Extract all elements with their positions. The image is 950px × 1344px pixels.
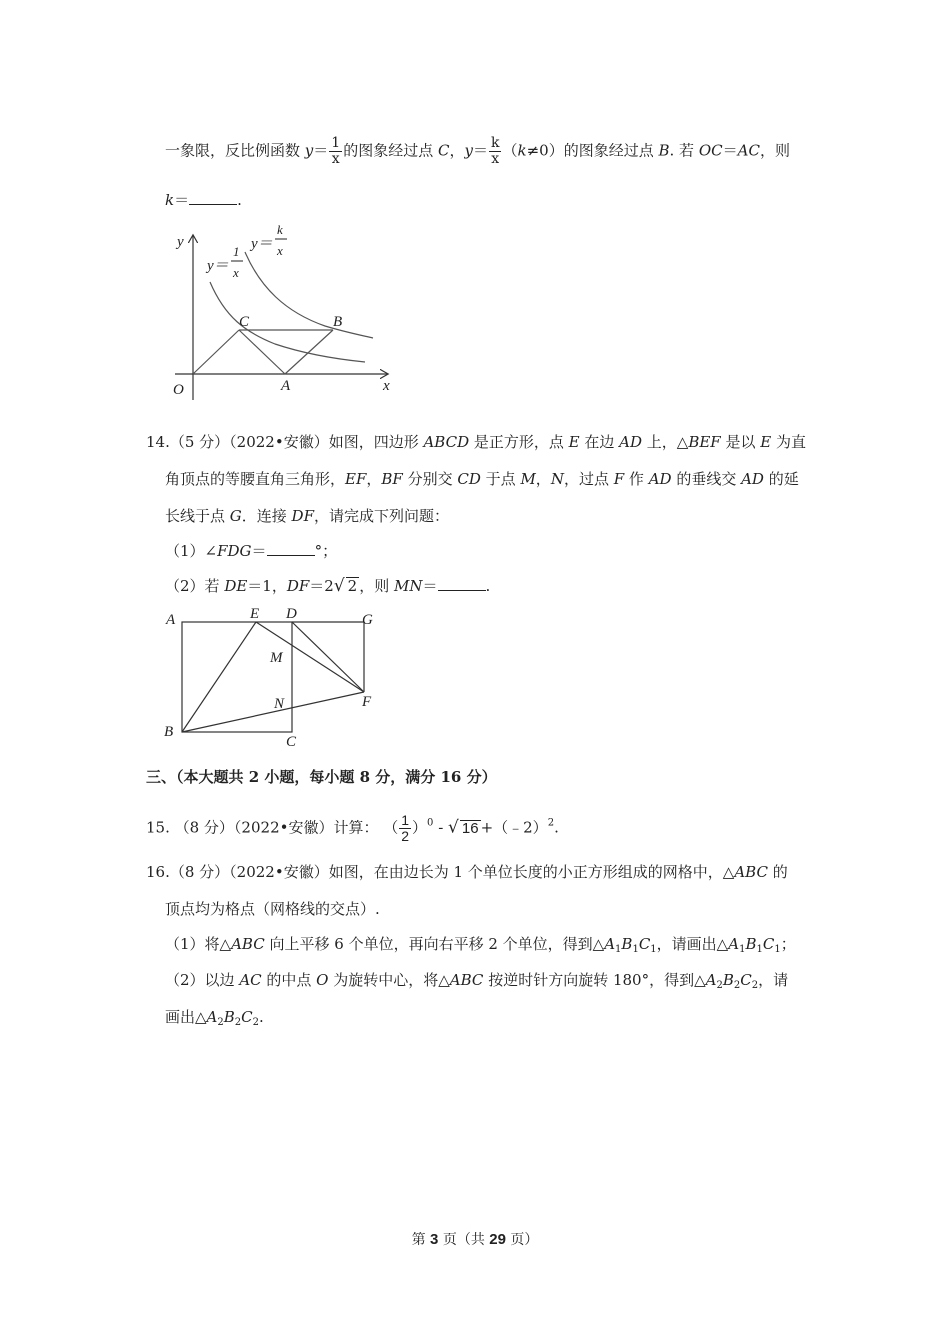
q13-text: 的图象经过点 xyxy=(343,141,438,160)
q14-text: 的延 xyxy=(763,470,799,488)
point-o: O xyxy=(316,971,329,989)
point-m: M xyxy=(520,470,536,488)
segment-de: DE xyxy=(224,577,248,595)
q16-text: ，请画出△ xyxy=(656,935,729,953)
q13-text: 一象限，反比例函数 xyxy=(165,141,305,160)
subscript: 1 xyxy=(632,944,639,955)
subscript: 2 xyxy=(252,1017,260,1028)
subscript: 1 xyxy=(615,944,622,955)
point-b: B xyxy=(658,141,670,160)
segment-ac: AC xyxy=(737,141,760,160)
segment-cd: CD xyxy=(457,470,481,488)
segment-bf-line xyxy=(182,692,364,732)
period: . xyxy=(485,577,491,595)
comma: ， xyxy=(535,470,551,488)
frac-num: k xyxy=(490,135,500,151)
curve-2-label-num: k xyxy=(277,222,283,237)
var-k: k xyxy=(165,191,175,209)
comma: ， xyxy=(366,470,382,488)
q14-text: （2）若 xyxy=(165,577,225,595)
q16-text: 的中点 xyxy=(261,971,317,989)
q14-part2 xyxy=(165,576,490,596)
q14-text: ，过点 xyxy=(563,470,614,488)
q13-figure xyxy=(165,222,405,406)
equals: ＝ xyxy=(422,577,438,595)
fraction-one-half xyxy=(399,813,411,844)
label-m: M xyxy=(270,650,283,666)
origin-label: O xyxy=(173,382,184,398)
segment-ef: EF xyxy=(345,470,367,488)
segment-ca-line xyxy=(239,330,285,374)
q15-text: 15. （8 分）（2022•安徽）计算： （ xyxy=(146,818,399,837)
q14-text: 上，△ xyxy=(642,433,689,451)
q16-text: ，请 xyxy=(758,971,789,989)
equals: ＝ xyxy=(313,141,329,160)
minus: - xyxy=(433,818,449,837)
q13-text: ，则 xyxy=(759,141,790,160)
sqrt-value: 2 xyxy=(347,577,358,595)
point-a1: A xyxy=(728,935,740,953)
label-c: C xyxy=(286,734,297,750)
section-3-heading: 三、（本大题共 2 小题，每小题 8 分，满分 16 分） xyxy=(146,768,497,786)
quad-abcd: ABCD xyxy=(423,433,470,451)
answer-blank xyxy=(438,576,486,591)
q13-text: . 若 xyxy=(669,141,699,160)
segment-bf: BF xyxy=(381,470,403,488)
point-b2: B xyxy=(223,1008,235,1026)
point-f: F xyxy=(613,470,625,488)
q16-text: 按逆时针方向旋转 180°，得到△ xyxy=(483,971,706,989)
equals: ＝ xyxy=(251,542,267,560)
equals: ＝ xyxy=(174,191,190,209)
period: . xyxy=(237,191,242,209)
curve-1-label-y: y＝ xyxy=(207,258,229,274)
subscript: 1 xyxy=(650,944,657,955)
q16-text: ； xyxy=(780,935,796,953)
segment-df: DF xyxy=(286,577,310,595)
var-y: y xyxy=(464,141,473,160)
q16-text: （2）以边 xyxy=(165,971,240,989)
segment-oc-line xyxy=(193,330,239,374)
frac-num: 1 xyxy=(401,812,410,828)
q14-text: 长线于点 xyxy=(165,507,230,525)
q14-geometry xyxy=(160,602,390,752)
q14-text: 为直 xyxy=(771,433,806,451)
segment-mn: MN xyxy=(394,577,423,595)
subscript: 1 xyxy=(756,944,763,955)
point-c2: C xyxy=(241,1008,253,1026)
subscript: 2 xyxy=(716,980,723,991)
point-n: N xyxy=(550,470,564,488)
point-a1: A xyxy=(604,935,616,953)
q14-text: ，请完成下列问题： xyxy=(313,507,449,525)
label-n: N xyxy=(274,696,285,712)
q14-part1 xyxy=(165,541,337,561)
point-c1: C xyxy=(762,935,775,953)
answer-blank xyxy=(267,541,315,556)
point-a2: A xyxy=(705,971,717,989)
point-a2: A xyxy=(206,1008,218,1026)
q13-text: 的图象经过点 xyxy=(563,141,659,160)
q14-text: 是正方形，点 xyxy=(469,433,569,451)
q15-text: ） xyxy=(412,818,428,837)
period: . xyxy=(554,818,559,837)
triangle-abc: ABC xyxy=(734,863,768,881)
segment-ad: AD xyxy=(648,470,672,488)
sqrt-sign: √ xyxy=(448,817,459,838)
q16-text: 的 xyxy=(767,863,788,881)
triangle-abc: ABC xyxy=(449,971,484,989)
q16-line1 xyxy=(146,862,788,882)
q14-text: °； xyxy=(314,542,338,560)
q15-text: +（﹣2） xyxy=(480,818,548,837)
square-abcd xyxy=(182,622,292,732)
label-e: E xyxy=(250,606,260,622)
frac-den: 2 xyxy=(401,828,410,844)
segment-df: DF xyxy=(291,507,314,525)
curve-1-label-num: 1 xyxy=(233,244,240,259)
curve-2-label-y: y＝ xyxy=(251,236,273,252)
point-c2: C xyxy=(740,971,752,989)
footer-text: 第 xyxy=(411,1232,431,1248)
point-b1: B xyxy=(745,935,757,953)
period: . xyxy=(259,1008,264,1026)
footer-text: 页） xyxy=(505,1232,539,1248)
label-g: G xyxy=(362,612,373,628)
segment-ad: AD xyxy=(619,433,643,451)
angle-fdg: FDG xyxy=(217,542,252,560)
q16-text: 向上平移 6 个单位，再向右平移 2 个单位，得到△ xyxy=(264,935,605,953)
q13-graph xyxy=(165,222,405,402)
triangle-bef: BEF xyxy=(688,433,721,451)
equals: ＝ xyxy=(472,141,488,160)
q16-part1 xyxy=(165,934,796,960)
point-g: G xyxy=(229,507,242,525)
condition: ≠0） xyxy=(526,141,564,160)
point-a-label: A xyxy=(281,378,291,394)
q14-figure xyxy=(160,602,390,756)
page-total: 29 xyxy=(489,1231,506,1248)
q14-text: （1）∠ xyxy=(165,542,218,560)
label-b: B xyxy=(164,724,174,740)
q13-text-line2 xyxy=(165,190,242,210)
frac-num: 1 xyxy=(331,135,341,151)
fraction-1-over-x xyxy=(329,136,342,167)
q14-line3 xyxy=(165,506,449,526)
comma: ， xyxy=(449,141,465,160)
q14-header: 14.（5 分）（2022•安徽）如图，四边形 xyxy=(146,433,424,451)
segment-ab-line xyxy=(285,330,333,374)
page-number: 3 xyxy=(430,1231,439,1248)
page-footer xyxy=(0,1229,950,1249)
point-b-label: B xyxy=(333,314,343,330)
var-y: y xyxy=(304,141,314,160)
frac-den: x xyxy=(331,151,340,167)
frac-den: x xyxy=(491,151,500,167)
point-b2: B xyxy=(722,971,734,989)
exponent-zero: 0 xyxy=(427,817,434,829)
subscript: 2 xyxy=(751,980,759,991)
label-a: A xyxy=(166,612,176,628)
q16-text: 16.（8 分）（2022•安徽）如图，在由边长为 1 个单位长度的小正方形组成的网格中，△ xyxy=(146,863,735,881)
point-c: C xyxy=(437,141,450,160)
subscript: 2 xyxy=(733,980,741,991)
curve-2-label-den: x xyxy=(277,243,283,258)
equals: ＝ xyxy=(722,141,738,160)
q14-text: ．连接 xyxy=(241,507,292,525)
q16-text: 画出△ xyxy=(165,1008,207,1026)
segment-ac: AC xyxy=(239,971,262,989)
q16-line2: 顶点均为格点（网格线的交点）. xyxy=(165,900,380,918)
q14-text: 分别交 xyxy=(402,470,458,488)
q14-text: 作 xyxy=(624,470,649,488)
q14-text: 于点 xyxy=(480,470,521,488)
q14-text: 的垂线交 xyxy=(671,470,742,488)
point-c-label: C xyxy=(239,314,250,330)
label-f: F xyxy=(362,694,372,710)
segment-be xyxy=(182,622,256,732)
segment-df-line xyxy=(292,622,364,692)
triangle-abc: ABC xyxy=(231,935,265,953)
point-e: E xyxy=(568,433,580,451)
sqrt-sign: √ xyxy=(333,576,345,596)
q14-text: ＝2 xyxy=(309,577,334,595)
subscript: 1 xyxy=(739,944,746,955)
curve-1-label-den: x xyxy=(233,265,239,280)
q15-line xyxy=(146,813,559,844)
point-e: E xyxy=(760,433,772,451)
answer-blank xyxy=(189,190,237,205)
q14-text: 在边 xyxy=(579,433,620,451)
paren: （ xyxy=(502,141,518,160)
point-c1: C xyxy=(638,935,651,953)
q14-text: 是以 xyxy=(720,433,761,451)
fraction-k-over-x xyxy=(489,136,501,167)
q14-line2 xyxy=(165,469,799,489)
label-d: D xyxy=(286,606,297,622)
q14-text: ＝1， xyxy=(247,577,287,595)
sqrt-value: 16 xyxy=(461,819,479,837)
q16-part2 xyxy=(165,970,788,996)
x-axis-label: x xyxy=(383,378,390,394)
q13-text-line1 xyxy=(165,136,790,167)
q16-part3 xyxy=(165,1007,264,1033)
point-b1: B xyxy=(621,935,633,953)
q16-text: （1）将△ xyxy=(165,935,232,953)
q14-text: ，则 xyxy=(359,577,394,595)
curve-k-over-x xyxy=(245,252,373,338)
q14-line1 xyxy=(146,432,806,452)
segment-oc: OC xyxy=(698,141,723,160)
footer-text: 页（共 xyxy=(438,1232,490,1248)
q14-text: 角顶点的等腰直角三角形， xyxy=(165,470,346,488)
subscript: 2 xyxy=(217,1017,224,1028)
segment-ad: AD xyxy=(741,470,764,488)
exponent-two: 2 xyxy=(547,817,555,829)
subscript: 1 xyxy=(774,944,781,955)
q16-text: 为旋转中心，将△ xyxy=(328,971,450,989)
subscript: 2 xyxy=(234,1017,242,1028)
var-k: k xyxy=(517,141,527,160)
y-axis-label: y xyxy=(177,234,184,250)
